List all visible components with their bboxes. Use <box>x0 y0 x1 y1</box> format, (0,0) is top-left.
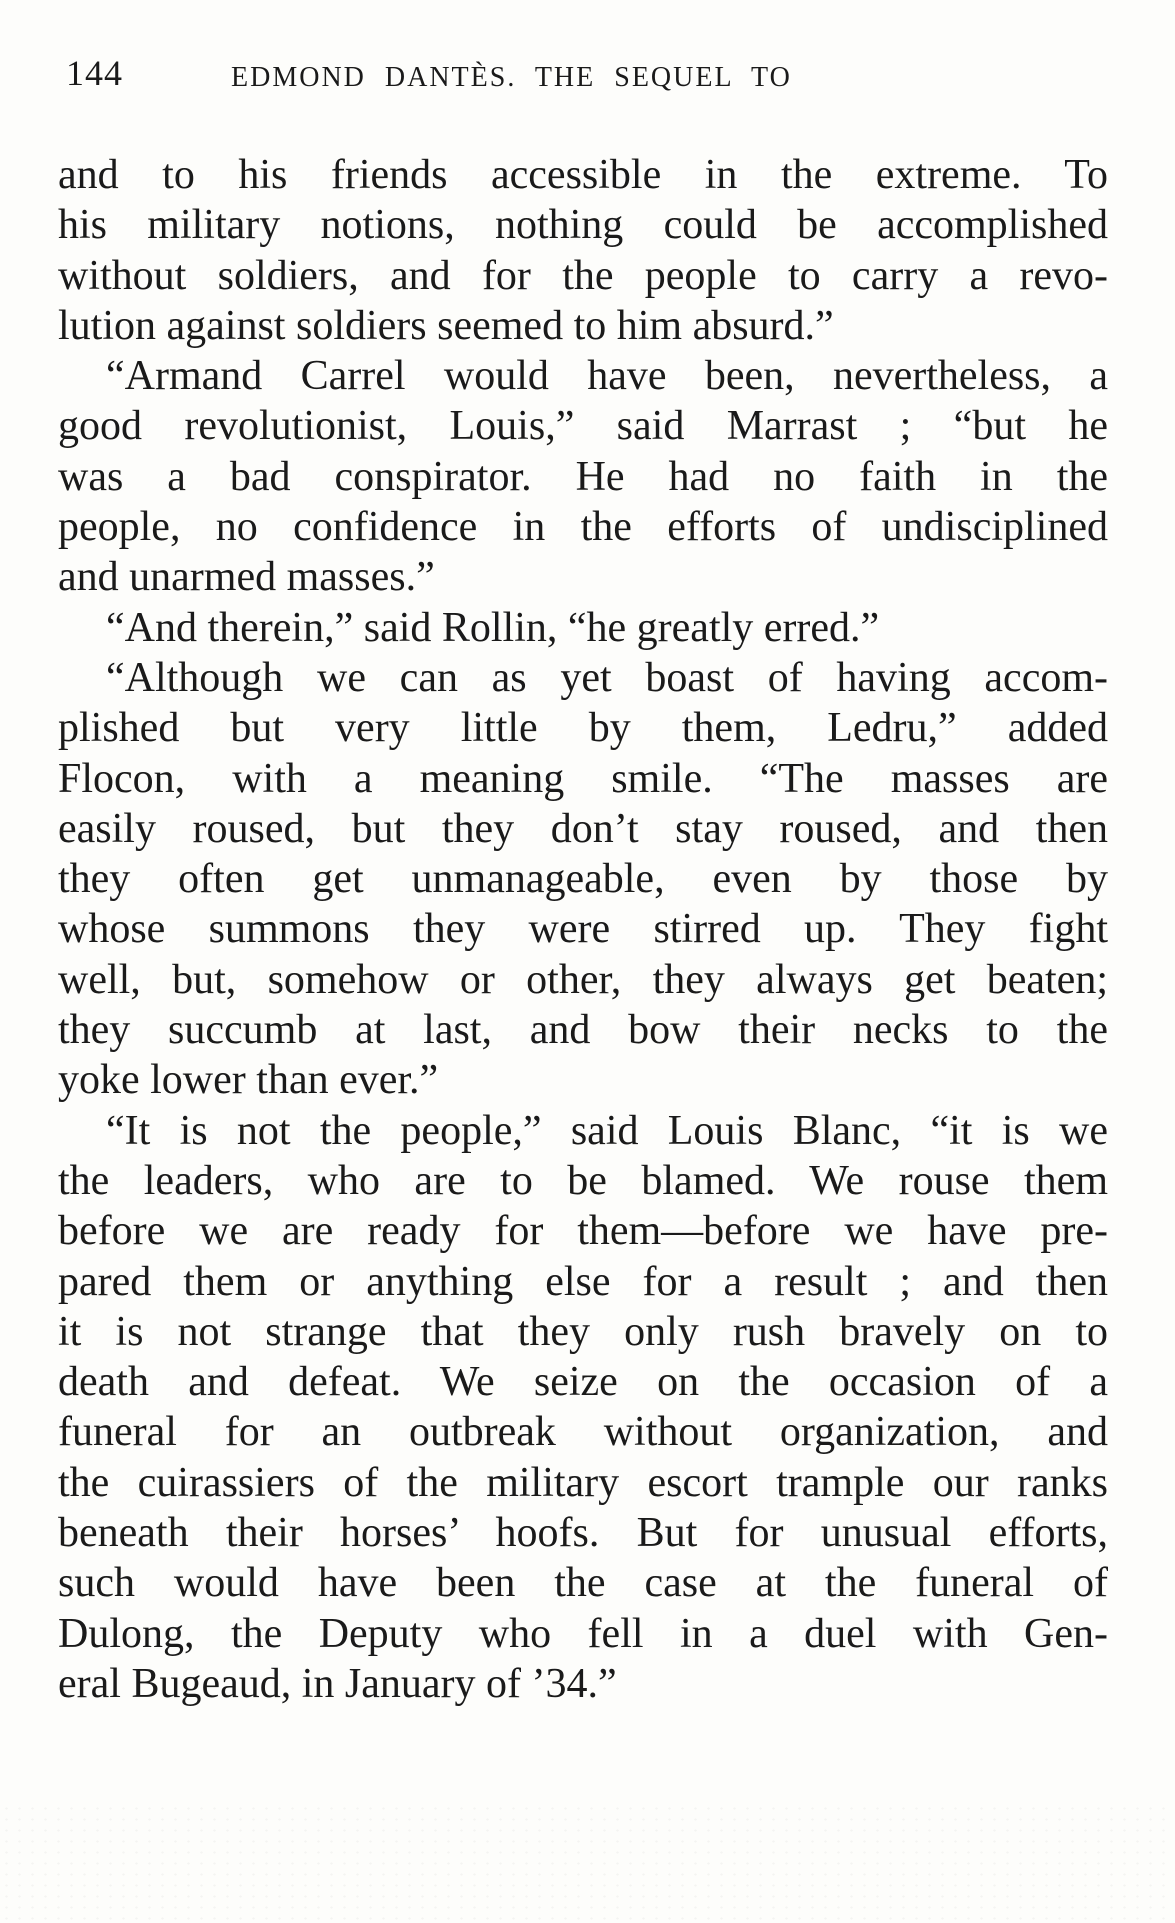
text-line: was a bad conspirator. He had no faith in the <box>58 453 1108 500</box>
text-line: they often get unmanageable, even by those by <box>58 856 1108 903</box>
text-line: lution against soldiers seemed to him absurd.” <box>58 302 834 349</box>
page-number: 144 <box>66 53 123 93</box>
paper-speckle <box>0 1803 1175 1923</box>
text-line: “It is not the people,” said Louis Blanc, “it is we <box>106 1107 1108 1154</box>
text-line: people, no confidence in the efforts of undisciplined <box>58 504 1108 551</box>
text-line: the leaders, who are to be blamed. We rouse them <box>58 1157 1108 1204</box>
text-line: beneath their horses’ hoofs. But for unusual efforts, <box>58 1510 1108 1557</box>
text-line: without soldiers, and for the people to carry a revo- <box>58 252 1108 299</box>
body-text <box>58 150 1108 1709</box>
text-line: yoke lower than ever.” <box>58 1057 439 1104</box>
text-line: it is not strange that they only rush bravely on to <box>58 1308 1108 1355</box>
text-line: death and defeat. We seize on the occasion of a <box>58 1359 1108 1406</box>
text-line: “And therein,” said Rollin, “he greatly erred.” <box>106 604 880 651</box>
text-line: “Although we can as yet boast of having accom- <box>106 654 1108 701</box>
text-line: easily roused, but they don’t stay roused, and then <box>58 805 1108 852</box>
text-line: and unarmed masses.” <box>58 554 435 601</box>
running-title: EDMOND DANTÈS. THE SEQUEL TO <box>231 62 792 93</box>
text-line: and to his friends accessible in the extreme. To <box>58 152 1108 198</box>
text-line: good revolutionist, Louis,” said Marrast ; “but he <box>58 403 1108 450</box>
text-line: his military notions, nothing could be accomplished <box>58 202 1108 249</box>
text-line: pared them or anything else for a result ; and then <box>58 1258 1108 1305</box>
text-line: whose summons they were stirred up. They fight <box>58 906 1108 953</box>
text-line: such would have been the case at the funeral of <box>58 1560 1108 1607</box>
text-line: the cuirassiers of the military escort trample our ranks <box>58 1459 1108 1506</box>
text-line: eral Bugeaud, in January of ’34.” <box>58 1660 617 1707</box>
text-line: well, but, somehow or other, they always get beaten; <box>58 956 1108 1003</box>
text-line: Dulong, the Deputy who fell in a duel with Gen- <box>58 1610 1108 1657</box>
text-line: before we are ready for them—before we have pre- <box>58 1208 1108 1255</box>
text-line: “Armand Carrel would have been, nevertheless, a <box>106 353 1108 400</box>
running-head <box>66 52 946 102</box>
text-line: Flocon, with a meaning smile. “The masses are <box>58 755 1108 802</box>
text-line: plished but very little by them, Ledru,” added <box>58 705 1108 752</box>
text-line: funeral for an outbreak without organization, and <box>58 1409 1108 1456</box>
text-line: they succumb at last, and bow their necks to the <box>58 1007 1108 1054</box>
